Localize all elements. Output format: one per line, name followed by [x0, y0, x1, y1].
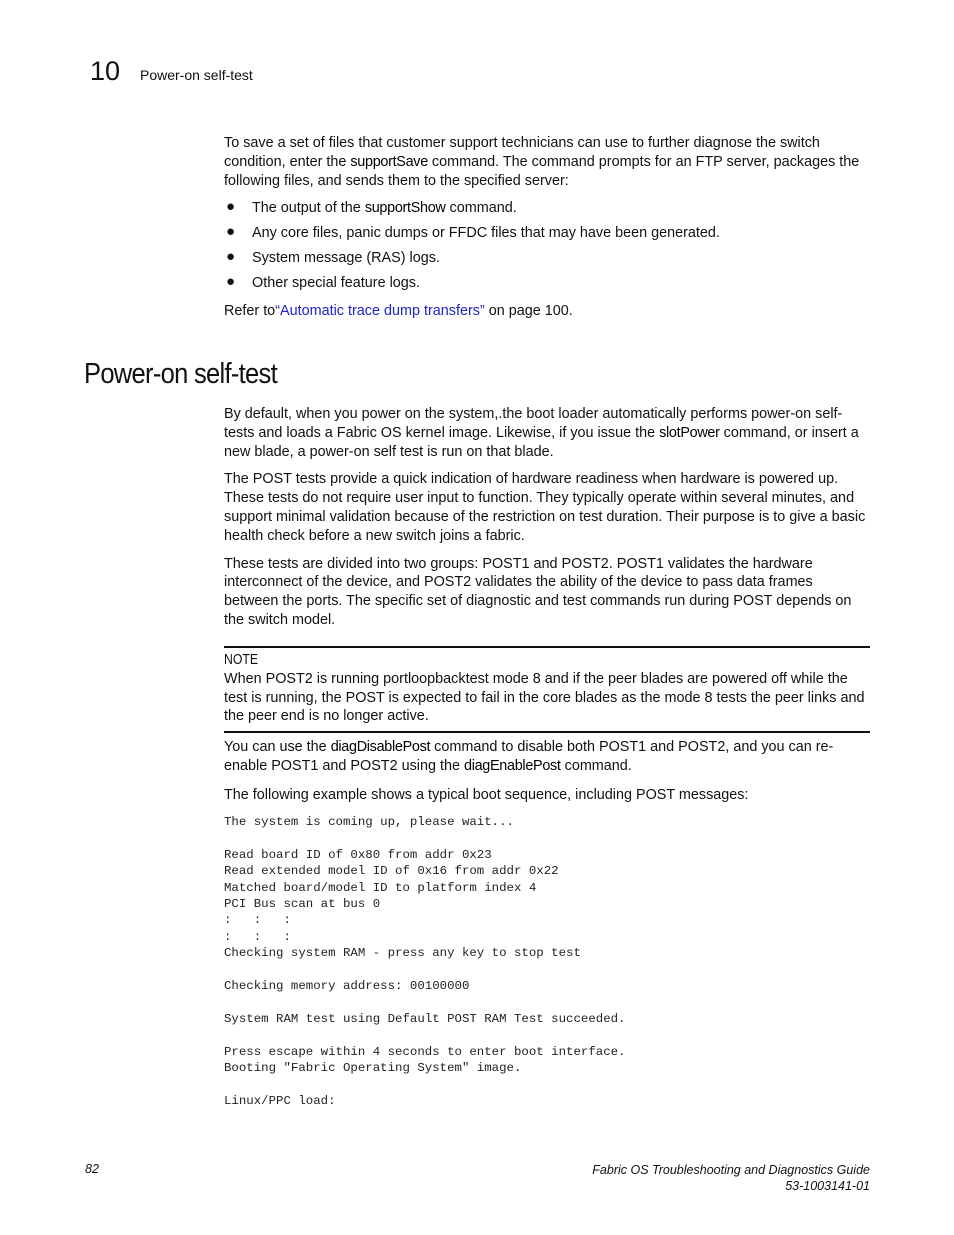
- refer-text: Refer to: [224, 303, 276, 320]
- chapter-number: 10: [90, 56, 121, 86]
- diag-commands-block: [224, 738, 870, 804]
- bullet-text: System message (RAS) logs.: [252, 250, 440, 267]
- bullet-icon: ●: [226, 223, 236, 241]
- intro-text-a: To save a set of files that customer support technicians can use to further diagnose the switch condition, enter the: [224, 135, 820, 170]
- section-body: [224, 405, 870, 630]
- bullet-text: Any core files, panic dumps or FFDC files that may have been generated.: [252, 225, 720, 242]
- post-tests-paragraph: The POST tests provide a quick indication of hardware readiness when hardware is powered up. These tests do not require user input to function. They typically operate within several minutes, and support minimal validation because of the restriction on test duration. Their purpose is to give a basic health check before a new switch joins a fabric.: [224, 471, 866, 544]
- bullet-icon: ●: [226, 198, 236, 216]
- diagenablepost-command: diagEnablePost: [464, 757, 561, 774]
- automatic-trace-dump-link[interactable]: “Automatic trace dump transfers”: [275, 303, 485, 320]
- doc-number: 53-1003141-01: [785, 1179, 870, 1193]
- note-box: [224, 646, 870, 733]
- supportshow-command: supportShow: [364, 200, 446, 217]
- list-item: [224, 274, 870, 299]
- note-label: NOTE: [224, 652, 258, 668]
- diag-paragraph: [224, 738, 870, 776]
- post-intro-text-b: command, or insert a new blade, a power-on self test is run on that blade.: [224, 424, 859, 460]
- refer-paragraph: [224, 302, 870, 321]
- post-intro-paragraph: [224, 405, 870, 461]
- example-intro-paragraph: The following example shows a typical boot sequence, including POST messages:: [224, 786, 749, 803]
- list-item: [224, 199, 870, 224]
- bullet-text-tail: command.: [445, 200, 517, 217]
- post-groups-paragraph: These tests are divided into two groups: POST1 and POST2. POST1 validates the hardware interconnect of the device, and POST2 validates the ability of the device to pass data frames between the ports. The specific set of diagnostic and test commands run during POST depends on the switch model.: [224, 555, 852, 628]
- diag-text-c: command.: [560, 757, 632, 774]
- bullet-icon: ●: [226, 248, 236, 266]
- list-item: [224, 224, 870, 249]
- bullet-text: Other special feature logs.: [252, 275, 420, 292]
- intro-text-b: command. The command prompts for an FTP server, packages the following files, and sends them to the specified server:: [224, 153, 860, 189]
- bullet-text: The output of the: [252, 200, 365, 217]
- diag-text-b: command to disable both POST1 and POST2, and you can re-enable POST1 and POST2 using the: [224, 739, 834, 774]
- post-intro-text-a: By default, when you power on the system,.the boot loader automatically performs power-on self-tests and loads a Fabric OS kernel image. Likewise, if you issue the: [224, 406, 843, 441]
- slotpower-command: slotPower: [659, 424, 720, 441]
- diagdisablepost-command: diagDisablePost: [330, 739, 431, 755]
- list-item: [224, 249, 870, 274]
- refer-page-text: on page 100.: [484, 303, 573, 320]
- intro-paragraph: [224, 134, 870, 190]
- note-text: When POST2 is running portloopbacktest mode 8 and if the peer blades are powered off while the test is running, the POST is expected to fail in the core blades as the mode 8 tests the peer links and the peer end is no longer active.: [224, 670, 865, 725]
- intro-block: [224, 134, 870, 321]
- bullet-icon: ●: [226, 273, 236, 291]
- chapter-title: Power-on self-test: [140, 67, 253, 83]
- diag-text-a: You can use the: [224, 739, 331, 755]
- section-title: Power-on self-test: [84, 358, 277, 390]
- footer-info: [592, 1162, 870, 1194]
- supportsave-command: supportSave: [350, 153, 428, 170]
- page-number: 82: [85, 1162, 99, 1176]
- boot-sequence-code: The system is coming up, please wait... Read board ID of 0x80 from addr 0x23 Read extended model ID of 0x16 from addr 0x22 Matched board/model ID to platform index 4 PCI Bus scan at bus 0 : : : : : : Checking system RAM - press any key to stop test Checking memory address: 00100000 System RAM test using Default POST RAM Test succeeded. Press escape within 4 seconds to enter boot interface. Booting "Fabric Operating System" image. Linux/PPC load:: [224, 815, 626, 1108]
- file-bullet-list: [224, 199, 870, 299]
- guide-title: Fabric OS Troubleshooting and Diagnostics Guide: [592, 1163, 870, 1177]
